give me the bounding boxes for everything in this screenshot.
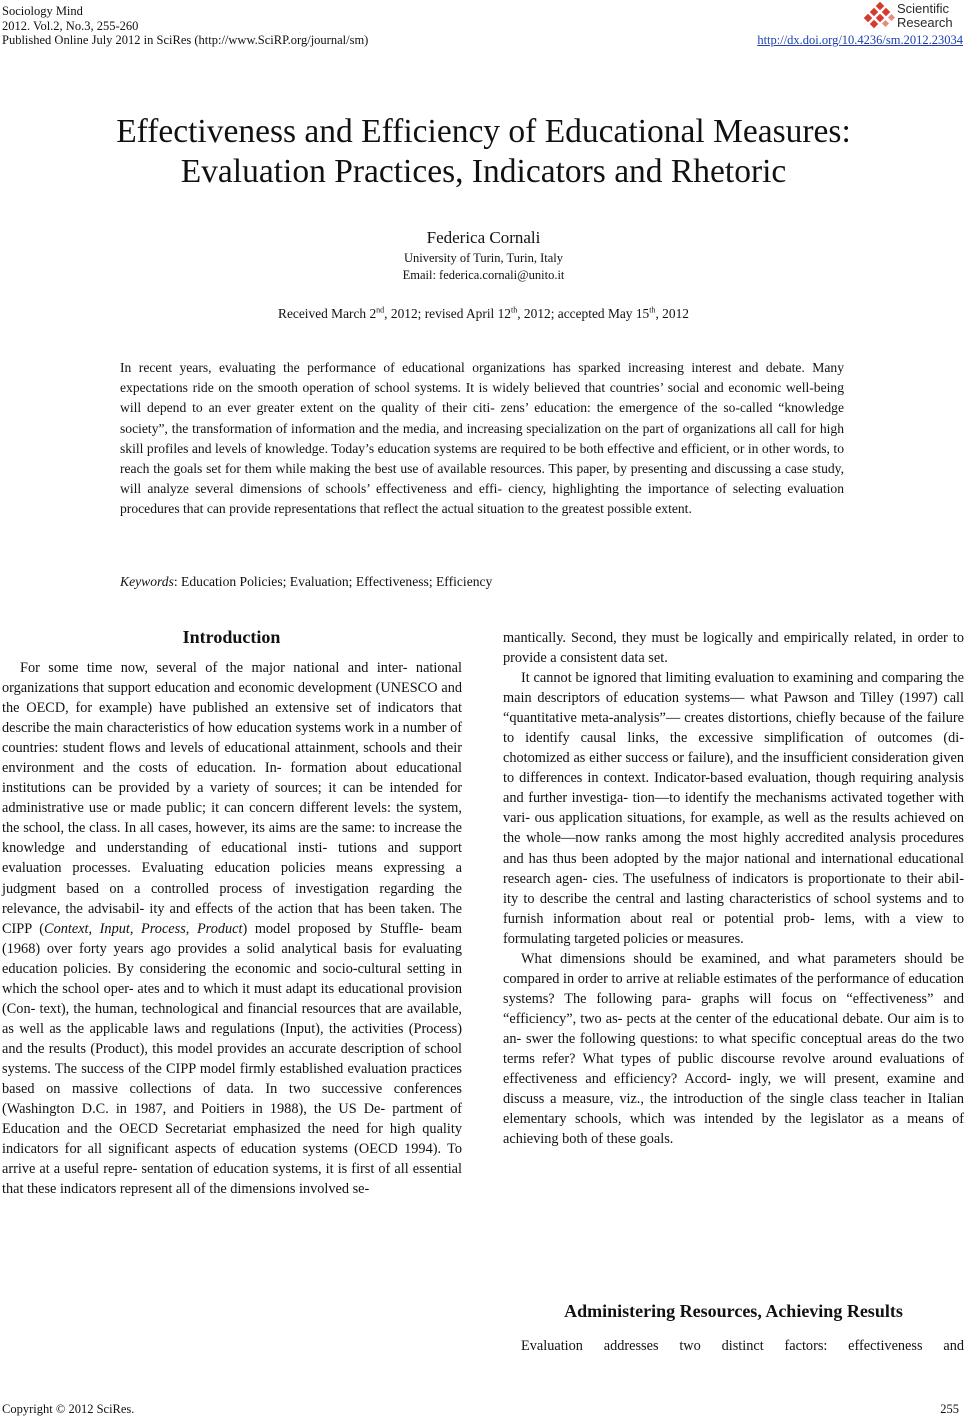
journal-name: Sociology Mind [2, 4, 83, 18]
title-line-1: Effectiveness and Efficiency of Educational Measures: [116, 113, 851, 150]
author-email: Email: federica.cornali@unito.it [402, 268, 565, 282]
logo-line-1: Scientific [897, 1, 950, 16]
keywords-text: : Education Policies; Evaluation; Effectiveness; Efficiency [173, 574, 493, 589]
right-column-continued [503, 1336, 964, 1356]
separator: , [129, 920, 142, 937]
received-dates [0, 306, 967, 322]
paragraph-text: ) model proposed by Stuffle- beam (1968) over forty years ago provides a solid analytical basis for evaluating education policies. By considering the economic and socio-cultural setting in which the school oper- ates and to which it must adapt its educational provision (Con- text), the human, technological and financial resources that are available, as well as the applicable laws and regulations (Input), the activities (Process) and the results (Product), this model provides an accurate description of school systems. The success of the CIPP model firmly established evaluation practices based on massive collections of data. In two successive conferences (Washington D.C. in 1987, and Poitiers in 1988), the US De- partment of Education and the OECD Secretariat emphasized the need for high quality indicators for all significant aspects of education systems (OECD 1994). To arrive at a useful repre- sentation of education systems, it is first of all essential that these indicators represent all of the dimensions involved se- [2, 920, 462, 1198]
separator: , [88, 920, 100, 937]
paragraph: Evaluation addresses two distinct factors: effectiveness and [521, 1338, 964, 1354]
received-text: Received March 2 [278, 306, 377, 321]
title-line-2: Evaluation Practices, Indicators and Rhetoric [180, 153, 787, 190]
author-name: Federica Cornali [426, 228, 541, 247]
logo-line-2: Research [897, 15, 953, 30]
page-number: 255 [940, 1402, 959, 1416]
published-info: Published Online July 2012 in SciRes (http://www.SciRP.org/journal/sm) [2, 33, 369, 47]
paragraph: It cannot be ignored that limiting evaluation to examining and comparing the main descriptors of education systems— what Pawson and Tilley (1997) call “quantitative meta-analysis”— creates distortions, chiefly because of the failure to identify causal links, the excessive simplification of outcomes (di- chotomized as either success or failure), and the insufficient consideration given to differences in context. Indicator-based evaluation, though requiring analysis and further investiga- tion—to identify the mechanisms activated together with vari- ous application situations, for example, as well as the results achieved on the whole—now ranks among the most highly accredited analysis procedures and has thus been adopted by the major national and international educational research agen- cies. The usefulness of indicators is proportionate to their abil- ity to describe the central and lasting characteristics of school systems and to furnish information about real or potential prob- lems, with a view to formulating targeted policies or measures. [503, 670, 964, 947]
copyright: Copyright © 2012 SciRes. [2, 1402, 135, 1416]
scires-logo-text [897, 2, 953, 30]
revised-text: , 2012; revised April 12 [384, 306, 511, 321]
abstract: In recent years, evaluating the performance of educational organizations has sparked increasing interest and debate. Many expectations ride on the smooth operation of school systems. It is widely believed that countries’ social and economic well-being will depend to an ever greater extent on the quality of their citi- zens’ education: the emergence of the so-called “knowledge society”, the transformation of information and the media, and increasing specialization on the part of organizations all call for high skill profiles and levels of knowledge. Today’s education systems are required to be both effective and efficient, or in other words, to reach the goals set for them while making the best use of available resources. This paper, by presenting and discussing a case study, will analyze several dimensions of schools’ effectiveness and effi- ciency, highlighting the importance of selecting evaluation procedures that can provide representations that reflect the actual situation to the greatest possible extent. [120, 360, 844, 517]
keywords-label: Keywords [120, 574, 174, 589]
left-column [2, 658, 462, 1199]
accepted-text: , 2012; accepted May 15 [517, 306, 650, 321]
accepted-suffix: th [649, 305, 656, 315]
author-affiliation: University of Turin, Turin, Italy [403, 251, 564, 265]
paragraph [2, 658, 462, 1199]
section-heading-introduction: Introduction [182, 627, 281, 647]
scires-logo [863, 2, 959, 32]
keywords [120, 574, 492, 590]
right-column [503, 628, 964, 1149]
paragraph: What dimensions should be examined, and what parameters should be compared in order to arrive at reliable estimates of the performance of education systems? The following para- graphs will focus on “effectiveness” and “efficiency”, two as- pects at the center of the educational debate. Our aim is to an- swer the following questions: to what specific conceptual areas do the two terms refer? What types of public discourse revolve around evaluations of effectiveness and efficiency? Accord- ingly, we will present, examine and discuss a measure, viz., the introduction of the single class teacher in Italian elementary schools, which was intended by the legislator as a means of achieving both of these goals. [503, 950, 964, 1148]
paper-title [0, 112, 967, 192]
cipp-process: Process [141, 920, 186, 937]
revised-suffix: th [511, 305, 518, 315]
volume-info: 2012. Vol.2, No.3, 255-260 [2, 18, 139, 33]
cipp-input: Input [99, 920, 130, 937]
paragraph-text: For some time now, several of the major national and inter- national organizations that support education and economic development (UNESCO and the OECD, for example) have published an extensive set of indicators that describe the main characteristics of how education systems work in a number of countries: student flows and levels of educational attainment, schools and their environment and the costs of education. In- formation about educational institutions can be provided by a variety of sources; it can be intended for administrative use or made public; it can concern different levels: the system, the school, the class. In all cases, however, its aims are the same: to increase the knowledge and understanding of educational insti- tutions and support evaluation processes. Evaluating education policies means expressing a judgment based on a controlled process of investigation regarding the relevance, the advisabil- ity and effects of the action that has been taken. The CIPP ( [2, 660, 462, 937]
received-suffix: nd [376, 305, 385, 315]
cipp-product: Product [196, 920, 243, 937]
scires-logo-icon [863, 2, 895, 32]
separator: , [185, 920, 197, 937]
doi-link[interactable]: http://dx.doi.org/10.4236/sm.2012.23034 [757, 33, 963, 47]
section-heading-administering: Administering Resources, Achieving Results [564, 1301, 903, 1321]
paragraph: mantically. Second, they must be logically and empirically related, in order to provide a consistent data set. [503, 630, 964, 667]
dates-tail: , 2012 [655, 306, 689, 321]
journal-header [2, 4, 368, 48]
cipp-context: Context [44, 920, 89, 937]
